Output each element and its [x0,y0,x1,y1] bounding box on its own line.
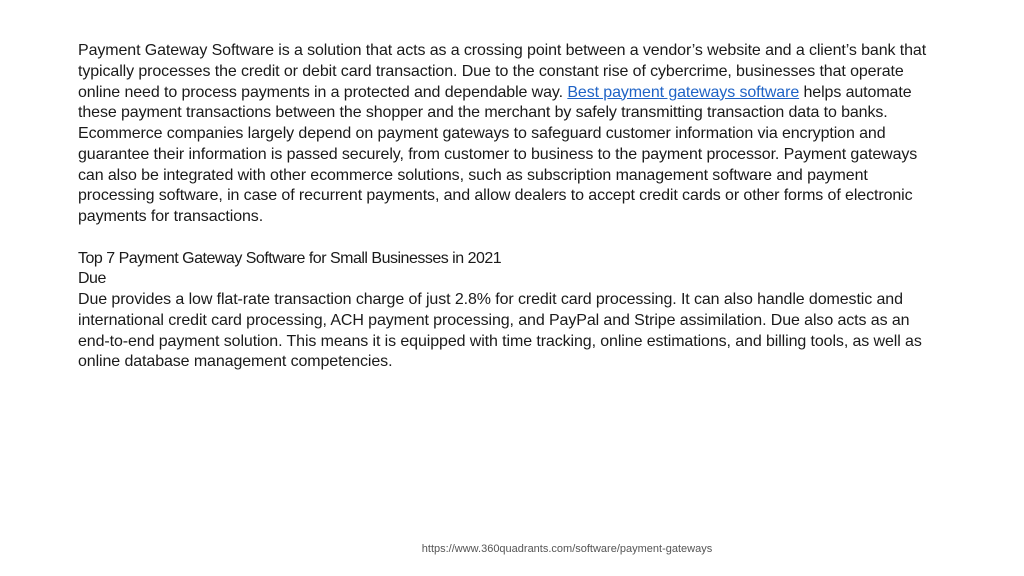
best-payment-gateways-link[interactable]: Best payment gateways software [567,83,800,101]
slide-content [78,41,928,373]
section-body: Due provides a low flat-rate transaction charge of just 2.8% for credit card processing. It can also handle domestic and international credit card processing, ACH payment processing, and PayPal and Stripe assimilation. Due also acts as an end-to-end payment solution. This means it is equipped with time tracking, online estimations, and billing tools, as well as online database management competencies. [78,291,922,371]
section-heading: Top 7 Payment Gateway Software for Small Businesses in 2021 [78,249,502,267]
intro-text-start: Payment Gateway Software is a solution that acts as a crossing point between a vendor’s website and a client’s bank that typically processes the credit or debit card transaction. Due to the constant rise of cybercrime, businesses that operate online need to process payments in a protected and dependable way. [78,42,927,101]
intro-paragraph [78,41,928,228]
section-subheading: Due [78,270,106,288]
footer-source-url: https://www.360quadrants.com/software/payment-gateways [421,543,713,555]
intro-text-end: helps automate these payment transactions between the shopper and the merchant by safely transmitting transaction data to banks. Ecommerce companies largely depend on payment gateways to safeguard customer information via encryption and guarantee their information is passed securely, from customer to business to the payment processor. Payment gateways can also be integrated with other ecommerce solutions, such as subscription management software and payment processing software, in case of recurrent payments, and allow dealers to accept credit cards or other forms of electronic payments for transactions. [78,83,918,225]
paragraph-spacer [78,228,928,249]
